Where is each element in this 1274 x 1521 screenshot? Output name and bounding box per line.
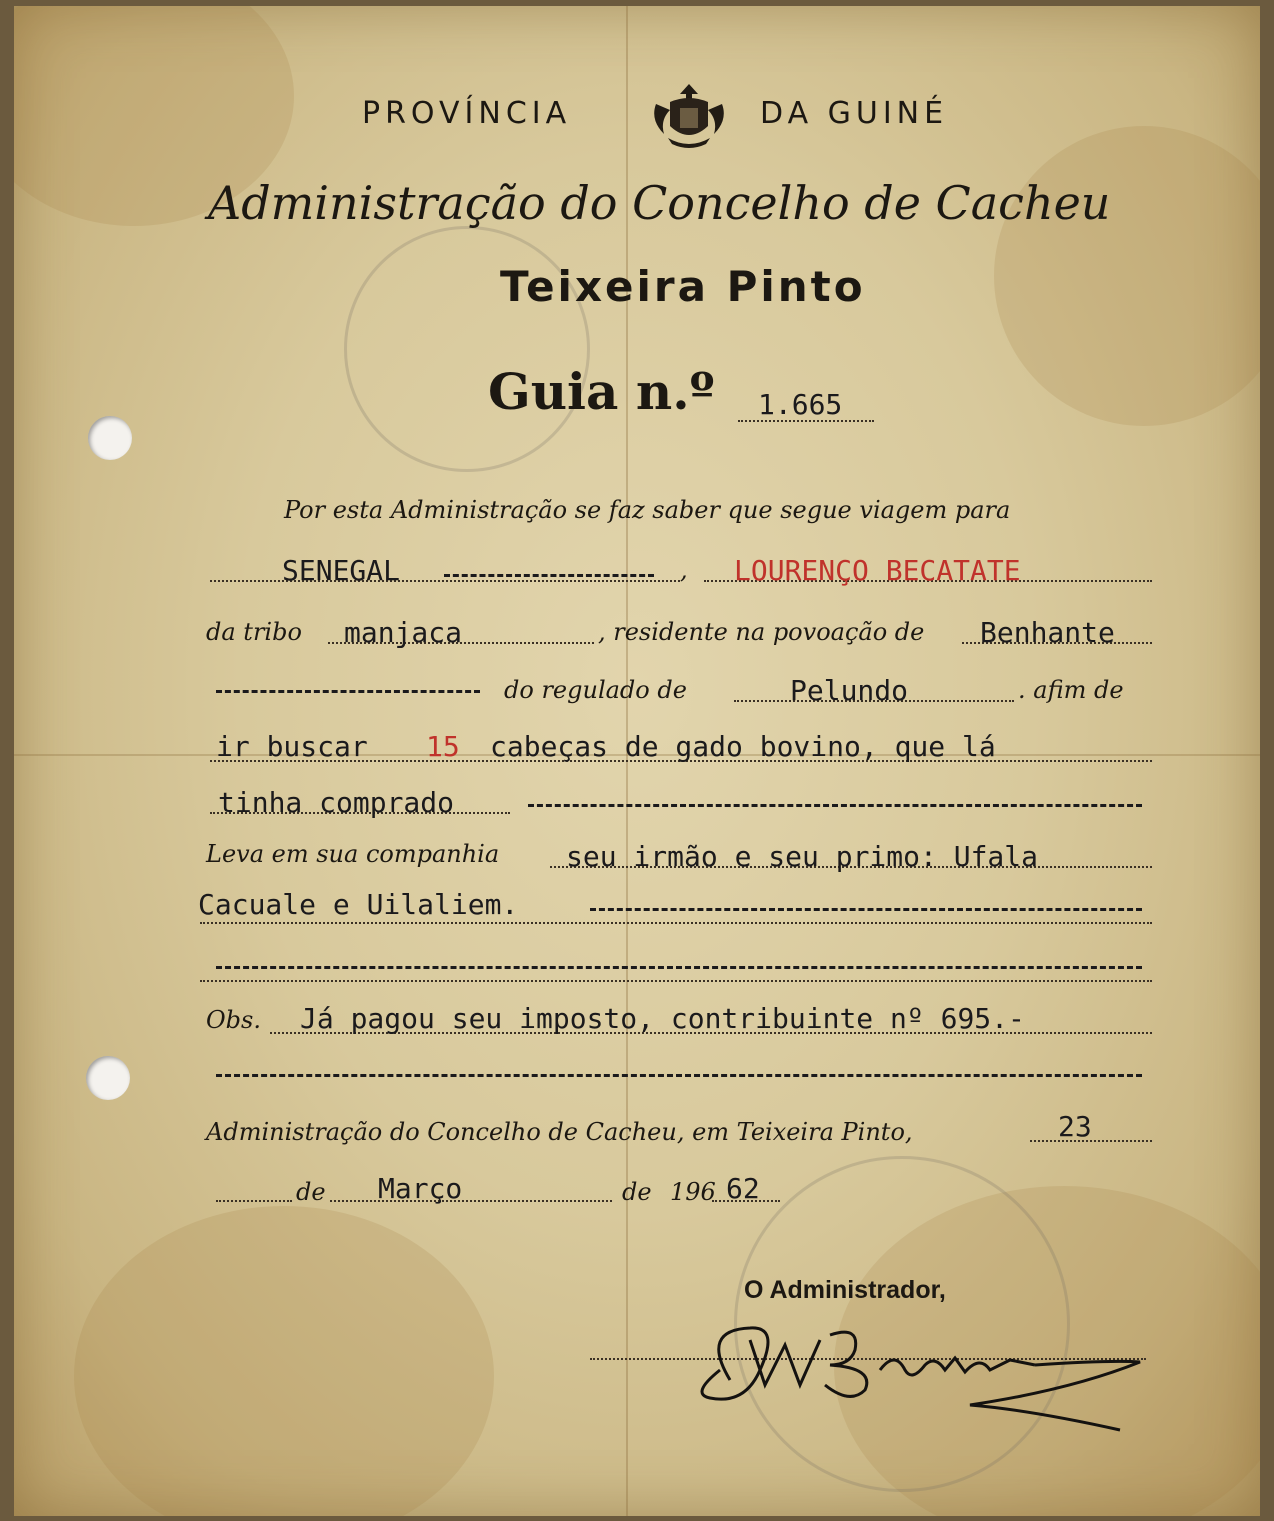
field-motivo-a: ir buscar — [216, 730, 368, 763]
handwritten-signature — [690, 1310, 1150, 1440]
punch-hole-bottom — [86, 1056, 130, 1100]
intro-text: Por esta Administração se faz saber que segue viagem para — [284, 496, 1011, 524]
page-title-administracao: Administração do Concelho de Cacheu — [208, 176, 1111, 230]
field-dia: 23 — [1058, 1110, 1092, 1143]
signature-label: O Administrador, — [744, 1276, 946, 1304]
residente-label: , residente na povoação de — [598, 618, 925, 646]
obs-label: Obs. — [206, 1006, 261, 1034]
field-motivo-b: cabeças de gado bovino, que lá — [490, 730, 996, 763]
field-ano: 62 — [726, 1172, 760, 1205]
header-da-guine: DA GUINÉ — [760, 96, 949, 131]
page-subtitle-local: Teixeira Pinto — [500, 262, 866, 311]
coat-of-arms-icon — [648, 80, 730, 152]
header-provincia: PROVÍNCIA — [362, 96, 572, 131]
companhia-label: Leva em sua companhia — [206, 840, 500, 868]
field-regulado: Pelundo — [790, 674, 909, 707]
afim-label: . afim de — [1018, 676, 1124, 704]
field-nome: LOURENÇO BECATATE — [734, 554, 1021, 587]
guia-numero: 1.665 — [758, 388, 843, 421]
regulado-label: do regulado de — [504, 676, 687, 704]
data-line-text: Administração do Concelho de Cacheu, em Teixeira Pinto, — [206, 1118, 913, 1146]
field-mes: Março — [378, 1172, 463, 1205]
field-companhia-a: seu irmão e seu primo: Ufala — [566, 840, 1039, 873]
guia-label: Guia n.º — [488, 362, 715, 421]
field-destino: SENEGAL — [282, 554, 401, 587]
field-companhia-b: Cacuale e Uilaliem. — [198, 888, 519, 921]
tribo-label: da tribo — [206, 618, 302, 646]
field-povoacao: Benhante — [980, 616, 1115, 649]
punch-hole-top — [88, 416, 132, 460]
field-obs: Já pagou seu imposto, contribuinte nº 695.- — [300, 1002, 1025, 1035]
field-tribo: manjaca — [344, 616, 463, 649]
field-motivo-c: tinha comprado — [218, 786, 455, 819]
de1-label: de — [296, 1178, 326, 1206]
ano-prefix: 196 — [670, 1178, 716, 1206]
field-motivo-qtd: 15 — [426, 730, 460, 763]
de2-label: de — [622, 1178, 652, 1206]
